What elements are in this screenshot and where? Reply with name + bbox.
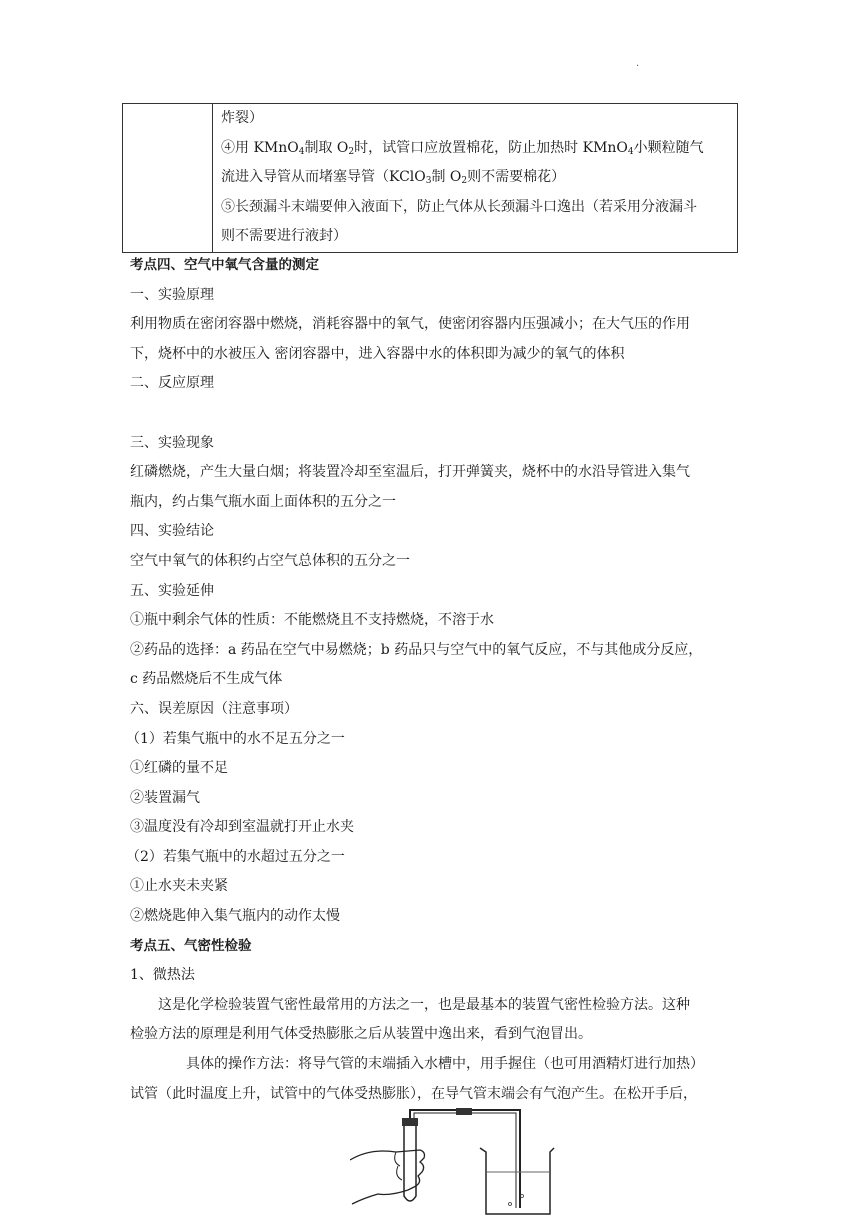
principle-text: 下，烧杯中的水被压入 密闭容器中，进入容器中水的体积即为减少的氧气的体积 bbox=[130, 345, 625, 362]
bubble-icon bbox=[509, 1203, 512, 1206]
error-case-2: （2）若集气瓶中的水超过五分之一 bbox=[126, 848, 345, 865]
method-paragraph: 这是化学检验装置气密性最常用的方法之一，也是最基本的装置气密性检验方法。这种 bbox=[158, 996, 690, 1013]
error-item: ①止水夹未夹紧 bbox=[130, 878, 228, 895]
principle-heading: 一、实验原理 bbox=[130, 286, 214, 303]
hand-icon bbox=[350, 1150, 425, 1204]
table-line: 流进入导管从而堵塞导管（KClO$_3$制 $O_2$则不需要棉花） bbox=[221, 169, 566, 187]
method-paragraph: 检验方法的原理是利用气体受热膨胀之后从装置中逸出来，看到气泡冒出。 bbox=[130, 1026, 592, 1043]
test-tube-icon bbox=[404, 1126, 416, 1201]
extension-text: ②药品的选择：a 药品在空气中易燃烧；b 药品只与空气中的氧气反应，不与其他成分反应， bbox=[130, 641, 703, 658]
airtightness-check-apparatus-illustration bbox=[350, 1100, 560, 1216]
blank-line bbox=[130, 399, 730, 429]
delivery-tube-icon bbox=[410, 1110, 520, 1208]
beaker-icon bbox=[480, 1148, 554, 1214]
table-left-cell bbox=[123, 104, 213, 253]
reaction-heading: 二、反应原理 bbox=[130, 375, 214, 392]
table-line: ④用 KMnO$_4$制取 $O_2$时，试管口应放置棉花，防止加热时 KMnO$_4$小颗粒随气 bbox=[221, 139, 704, 157]
error-item: ①红磷的量不足 bbox=[130, 760, 228, 777]
conclusion-text: 空气中氧气的体积约占空气总体积的五分之一 bbox=[130, 552, 410, 569]
page-dot: . bbox=[636, 58, 640, 69]
hand-fingers-icon bbox=[395, 1152, 402, 1180]
delivery-tube-inner-icon bbox=[414, 1113, 516, 1208]
procedure-paragraph: 试管（此时温度上升，试管中的气体受热膨胀），在导气管末端会有气泡产生。在松开手后， bbox=[130, 1085, 697, 1102]
error-item: ③温度没有冷却到室温就打开止水夹 bbox=[130, 819, 354, 836]
table-right-cell bbox=[213, 104, 738, 253]
phenomenon-text: 红磷燃烧，产生大量白烟；将装置冷却至室温后，打开弹簧夹，烧杯中的水沿导管进入集气 bbox=[130, 464, 690, 481]
extension-heading: 五、实验延伸 bbox=[130, 582, 214, 599]
stopper-icon bbox=[402, 1118, 418, 1126]
extension-text: c 药品燃烧后不生成气体 bbox=[130, 671, 283, 688]
procedure-paragraph: 具体的操作方法：将导气管的末端插入水槽中，用手握住（也可用酒精灯进行加热） bbox=[186, 1056, 704, 1073]
error-case-1: （1）若集气瓶中的水不足五分之一 bbox=[126, 730, 345, 747]
precautions-table-continuation bbox=[122, 103, 738, 253]
section4-title: 考点四、空气中氧气含量的测定 bbox=[130, 257, 319, 273]
error-heading: 六、误差原因（注意事项） bbox=[130, 700, 298, 717]
phenomenon-heading: 三、实验现象 bbox=[130, 434, 214, 451]
connector-icon bbox=[456, 1108, 472, 1115]
extension-text: ①瓶中剩余气体的性质：不能燃烧且不支持燃烧，不溶于水 bbox=[130, 612, 494, 629]
section5-title: 考点五、气密性检验 bbox=[130, 937, 252, 954]
method-heading: 1、微热法 bbox=[130, 967, 195, 984]
table-line: ⑤长颈漏斗末端要伸入液面下，防止气体从长颈漏斗口逸出（若采用分液漏斗 bbox=[221, 198, 697, 215]
conclusion-heading: 四、实验结论 bbox=[130, 523, 214, 540]
error-item: ②燃烧匙伸入集气瓶内的动作太慢 bbox=[130, 908, 340, 925]
table-line: 则不需要进行液封） bbox=[221, 228, 347, 245]
principle-text: 利用物质在密闭容器中燃烧，消耗容器中的氧气，使密闭容器内压强减小；在大气压的作用 bbox=[130, 316, 690, 333]
table-line: 炸裂） bbox=[221, 110, 263, 126]
document-body bbox=[126, 251, 730, 1109]
error-item: ②装置漏气 bbox=[130, 789, 200, 806]
phenomenon-text: 瓶内，约占集气瓶水面上面体积的五分之一 bbox=[130, 493, 396, 510]
